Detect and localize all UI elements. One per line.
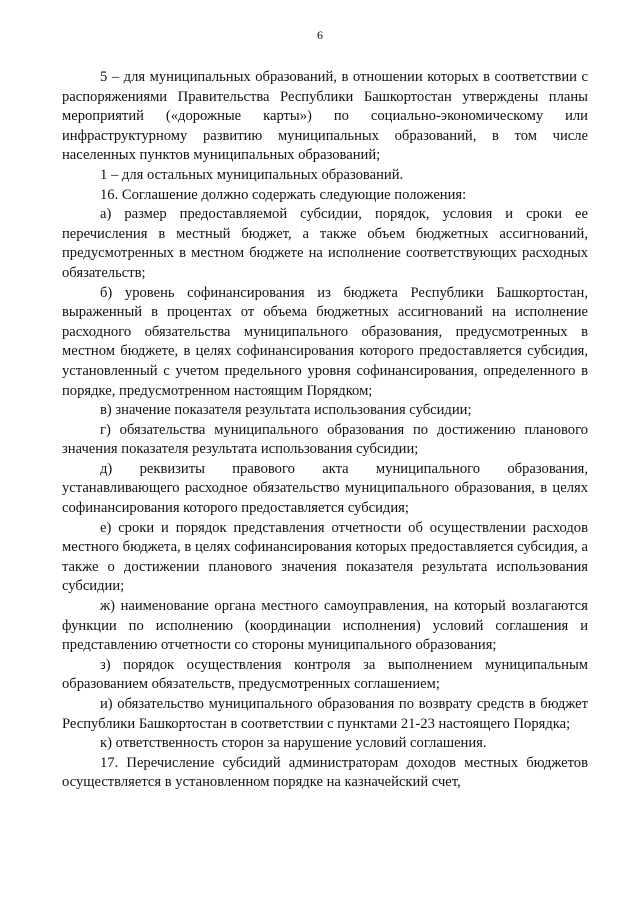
- page-number: 6: [317, 28, 323, 42]
- paragraph-16zh: ж) наименование органа местного самоуправления, на который возлагаются функции по исполнению (координации исполнения) условий соглашения и представлению отчетности со стороны муниципального образования;: [62, 598, 588, 654]
- document-body: [62, 68, 588, 793]
- paragraph-item-1-coefficient: 1 – для остальных муниципальных образований.: [100, 166, 404, 183]
- paragraph-16d: д) реквизиты правового акта муниципального образования, устанавливающего расходное обязательство муниципального образования, в целях софинансирования которого предоставляется субсидия;: [62, 460, 588, 517]
- paragraph-16k: к) ответственность сторон за нарушение условий соглашения.: [100, 735, 487, 752]
- paragraph-16b: б) уровень софинансирования из бюджета Республики Башкортостан, выраженный в процентах от объема бюджетных ассигнований на исполнение расходного обязательства муниципального образования, предусмотренных в местном бюджете, в целях софинансирования которого предоставляется субсидия, установленный с учетом предельного уровня софинансирования, определенного в порядке, предусмотренном настоящим Порядком;: [62, 284, 588, 399]
- paragraph-16-heading: 16. Соглашение должно содержать следующие положения:: [100, 186, 467, 203]
- paragraph-16e: е) сроки и порядок представления отчетности об осуществлении расходов местного бюджета, в целях софинансирования которых предоставляется субсидия, а также о достижении планового значения показателя результата использования субсидии;: [62, 519, 588, 595]
- paragraph-16z: з) порядок осуществления контроля за выполнением муниципальным образованием обязательств, предусмотренных соглашением;: [62, 656, 588, 693]
- paragraph-17: 17. Перечисление субсидий администраторам доходов местных бюджетов осуществляется в установленном порядке на казначейский счет,: [62, 754, 588, 791]
- paragraph-16v: в) значение показателя результата использования субсидии;: [100, 402, 472, 419]
- paragraph-16a: а) размер предоставляемой субсидии, порядок, условия и сроки ее перечисления в местный бюджет, а также объем бюджетных ассигнований, предусмотренных в местном бюджете на исполнение соответствующих расходных обязательств;: [62, 206, 588, 281]
- paragraph-16i: и) обязательство муниципального образования по возврату средств в бюджет Республики Башкортостан в соответствии с пунктами 21-23 настоящего Порядка;: [62, 696, 588, 732]
- paragraph-16g: г) обязательства муниципального образования по достижению планового значения показателя результата использования субсидии;: [62, 421, 588, 458]
- paragraph-item-5-coefficient: 5 – для муниципальных образований, в отношении которых в соответствии с распоряжениями Правительства Республики Башкортостан утверждены планы мероприятий («дорожные карты») по социально-экономическому или инфраструктурному развитию муниципальных образований, в том числе населенных пунктов муниципальных образований;: [62, 69, 588, 164]
